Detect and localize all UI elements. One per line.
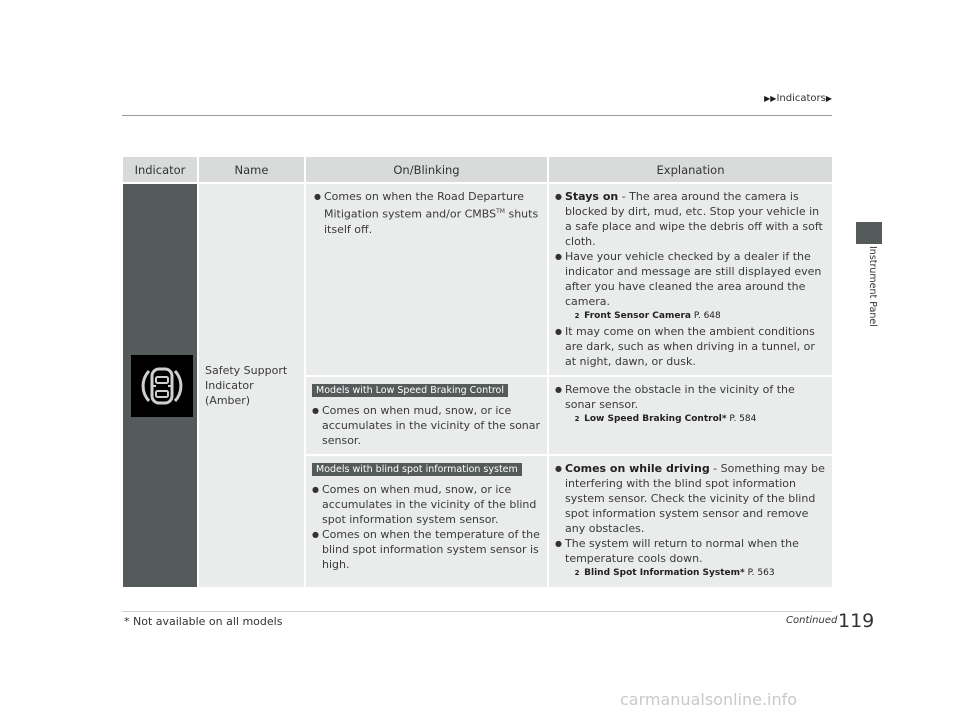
cross-reference-link[interactable]: 2 Blind Spot Information System* P. 563	[574, 568, 775, 578]
cross-reference-arrow-icon: 2	[574, 312, 580, 320]
page-number: 119	[838, 610, 875, 632]
car-safety-support-icon	[131, 355, 193, 417]
table-row	[123, 183, 832, 376]
footer-divider	[122, 611, 832, 612]
column-header-explanation: Explanation	[548, 157, 832, 183]
list-item: ● Comes on when the temperature of the blind spot information system sensor is high.	[312, 527, 541, 572]
indicator-name-line2: Indicator (Amber)	[205, 379, 254, 407]
model-tag: Models with Low Speed Braking Control	[312, 384, 508, 397]
list-item: ● Stays on - The area around the camera is blocked by dirt, mud, etc. Stop your vehicle in a safe place and wipe the debris off with a soft cloth.	[555, 189, 826, 249]
indicator-cell	[123, 183, 198, 587]
column-header-on-blinking: On/Blinking	[305, 157, 548, 183]
indicator-table	[123, 157, 832, 587]
header-divider	[122, 115, 832, 116]
section-tab-marker	[856, 222, 882, 244]
explanation-cell	[548, 455, 832, 587]
explanation-cell	[548, 183, 832, 376]
column-header-name: Name	[198, 157, 305, 183]
cross-reference-arrow-icon: 2	[574, 415, 580, 423]
table-header-row	[123, 157, 832, 183]
model-tag: Models with blind spot information system	[312, 463, 522, 476]
explanation-cell	[548, 376, 832, 455]
column-header-indicator: Indicator	[123, 157, 198, 183]
list-item: ● Comes on when mud, snow, or ice accumulates in the vicinity of the sonar sensor.	[312, 403, 541, 448]
breadcrumb	[600, 93, 832, 104]
indicator-name-cell	[198, 183, 305, 587]
on-blinking-cell	[305, 376, 548, 455]
list-item: ● Comes on when the Road Departure Mitigation system and/or CMBS™ shuts itself off.	[314, 189, 541, 237]
cross-reference-link[interactable]: 2 Front Sensor Camera P. 648	[574, 311, 721, 321]
cross-reference-link[interactable]: 2 Low Speed Braking Control* P. 584	[574, 414, 757, 424]
section-label: Instrument Panel	[867, 246, 878, 327]
list-item: ● It may come on when the ambient conditions are dark, such as when driving in a tunnel, or at night, dawn, or dusk.	[555, 324, 826, 369]
breadcrumb-label: Indicators	[776, 93, 826, 104]
watermark: carmanualsonline.info	[620, 690, 798, 709]
on-blinking-cell	[305, 183, 548, 376]
list-item: ● Have your vehicle checked by a dealer if the indicator and message are still displayed even after you have cleaned the area around the camera.	[555, 249, 826, 309]
list-item: ● Comes on when mud, snow, or ice accumulates in the vicinity of the blind spot information system sensor.	[312, 482, 541, 527]
chevron-right-icon: ▶▶	[764, 94, 777, 103]
indicator-name-line1: Safety Support	[205, 364, 288, 377]
list-item: ● Comes on while driving - Something may be interfering with the blind spot information system sensor. Check the vicinity of the blind spot information system sensor and remove any obstacles.	[555, 461, 826, 536]
continued-label: Continued	[786, 615, 838, 626]
list-item: ● The system will return to normal when the temperature cools down.	[555, 536, 826, 566]
cross-reference-arrow-icon: 2	[574, 569, 580, 577]
chevron-right-icon: ▶	[825, 94, 832, 103]
footnote: * Not available on all models	[124, 615, 283, 628]
on-blinking-cell	[305, 455, 548, 587]
list-item: ● Remove the obstacle in the vicinity of the sonar sensor.	[555, 382, 826, 412]
